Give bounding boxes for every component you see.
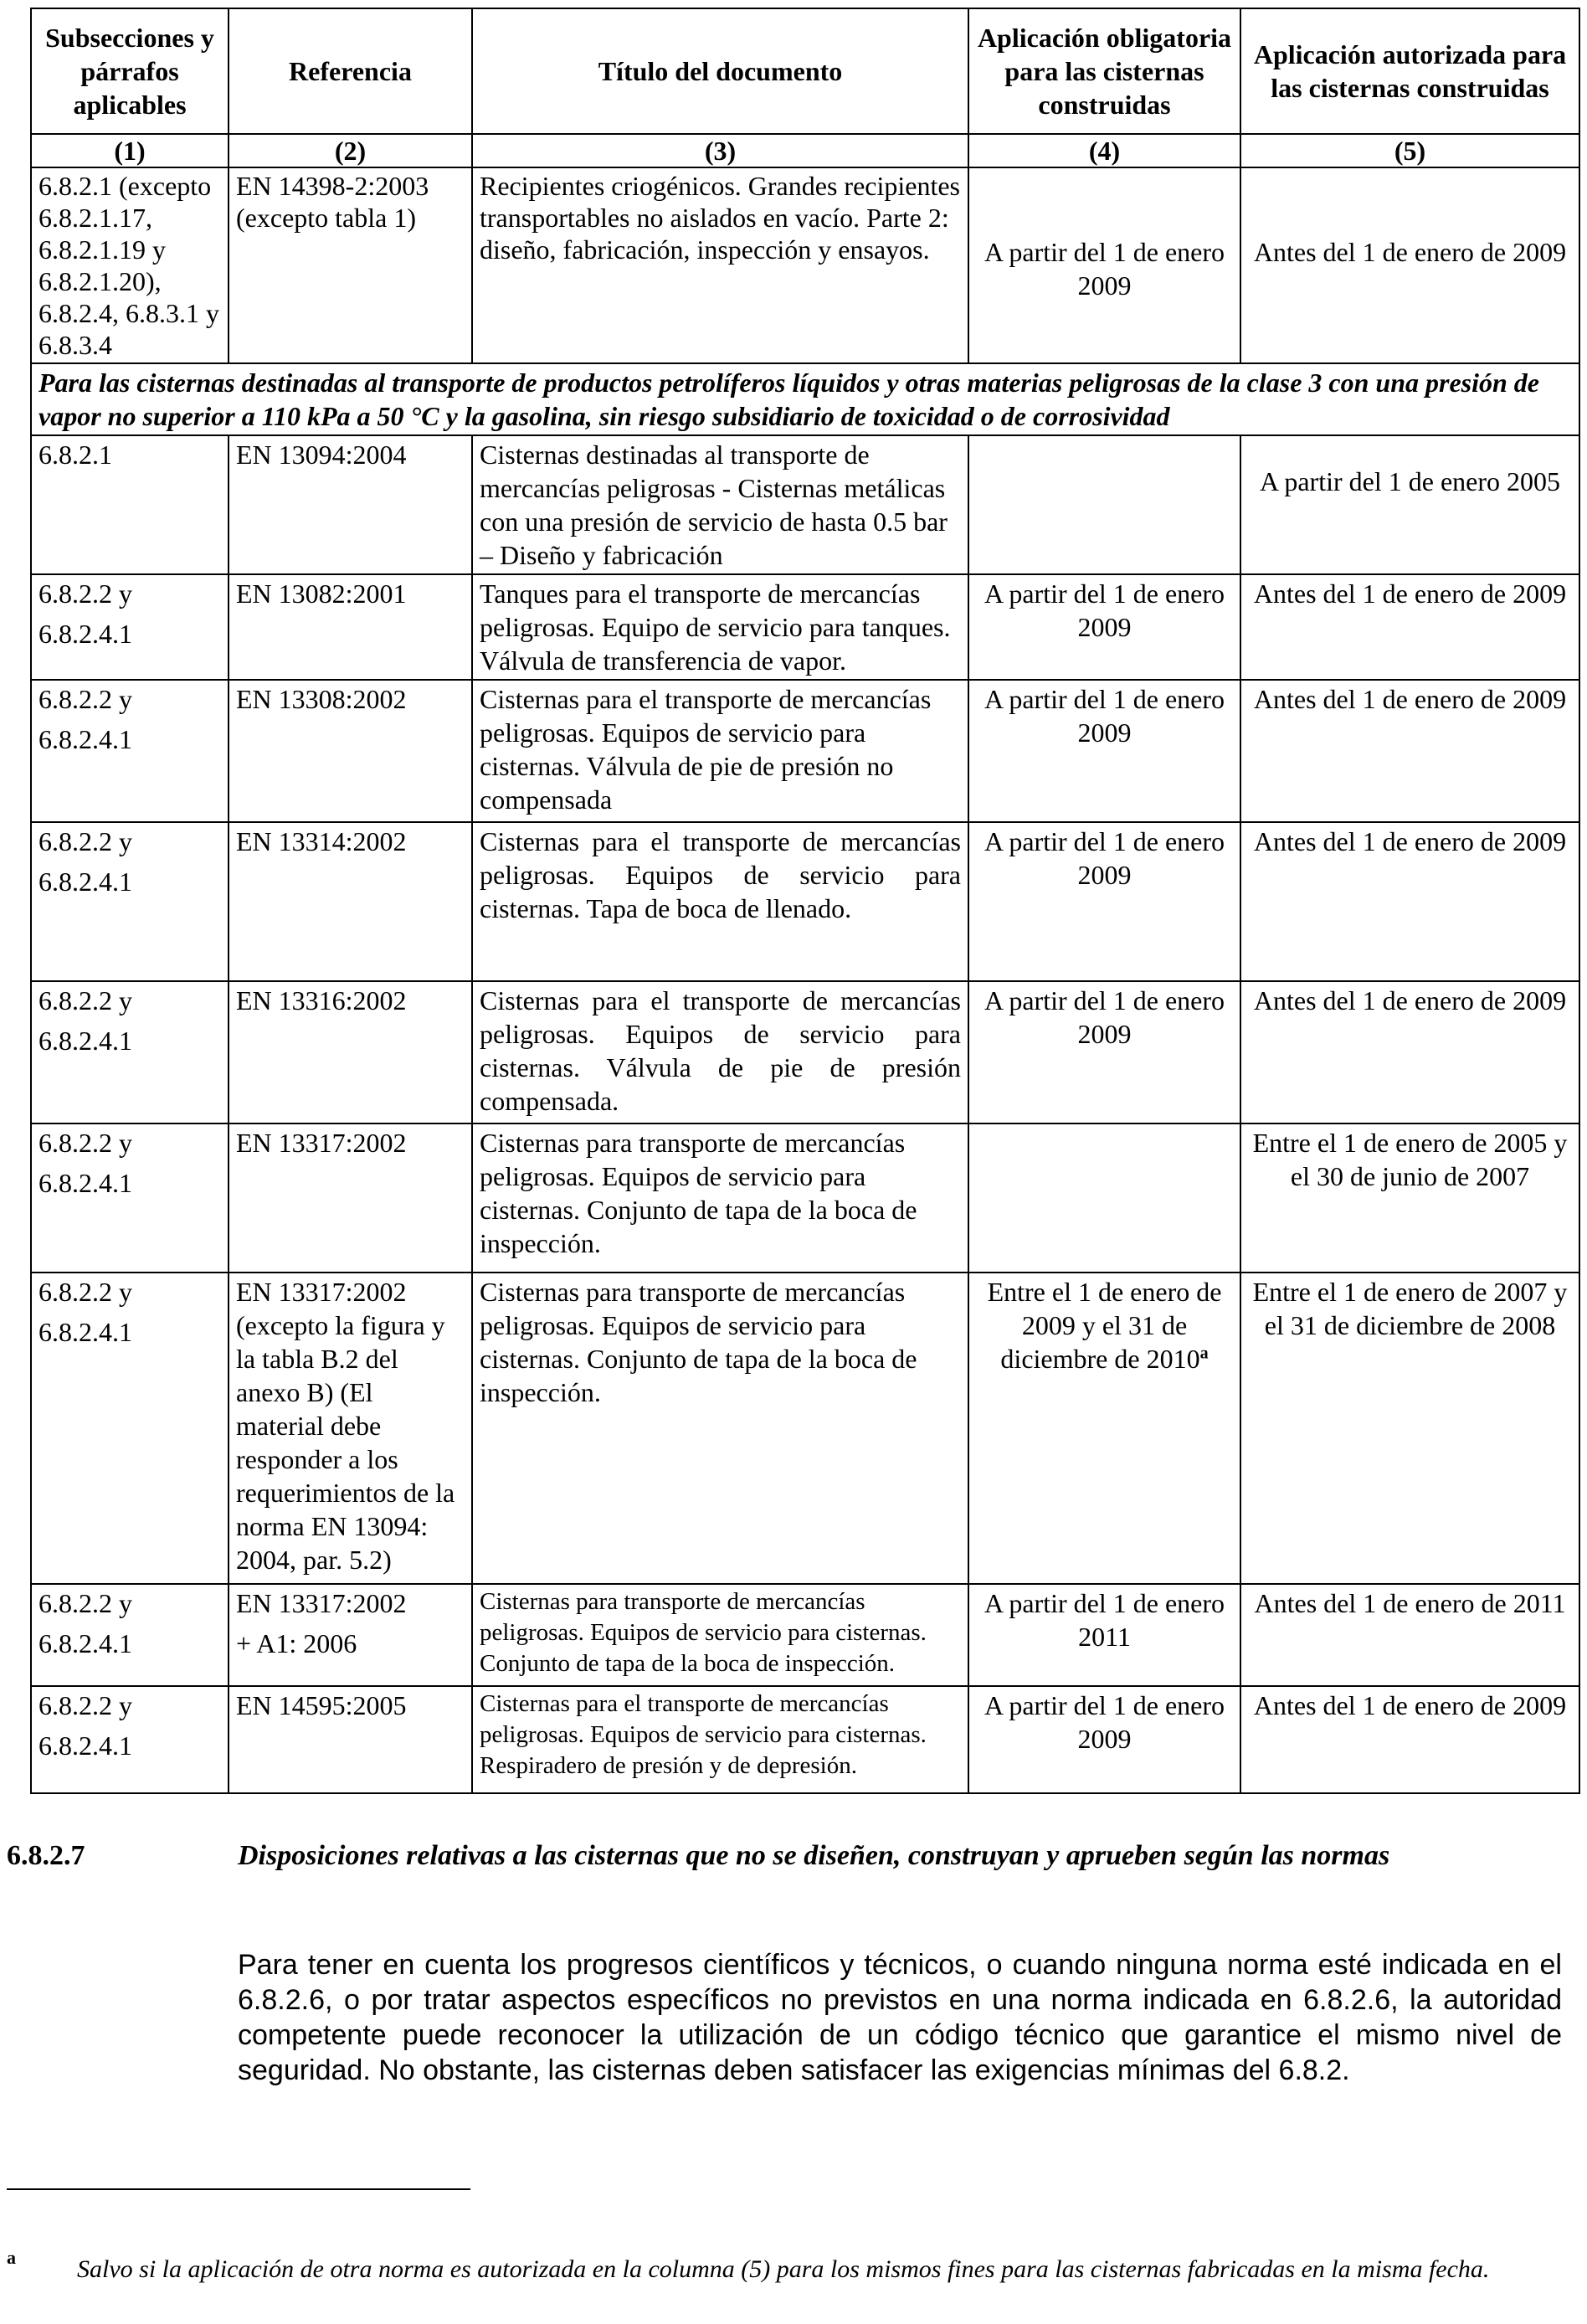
table-row [31,822,1579,981]
mandatory-date: A partir del 1 de enero 2011 [984,1588,1225,1652]
subsection-line: 6.8.2.4.1 [39,1026,132,1056]
cell-reference [229,435,472,574]
table-row [31,435,1579,574]
cell-document-title: Cisternas para el transporte de mercancías peligrosas. Equipos de servicio para cisternas. Tapa de boca de llenado. [472,822,968,981]
cell-document-title: Recipientes criogénicos. Grandes recipientes transportables no aislados en vacío. Parte 2: diseño, fabricación, inspección y ensayos. [472,167,968,363]
cell-document-title: Cisternas para el transporte de mercancías peligrosas. Equipos de servicio para cisternas. Respiradero de presión y de depresión. [472,1686,968,1793]
cell-reference: EN 14398-2:2003 (excepto tabla 1) [229,167,472,363]
reference-line: + A1: 2006 [236,1628,357,1658]
cell-document-title: Cisternas destinadas al transporte de mercancías peligrosas - Cisternas metálicas con una presión de servicio de hasta 0.5 bar – Diseño y fabricación [472,435,968,574]
column-number: (5) [1240,134,1579,167]
table-row [31,574,1579,680]
cell-document-title: Tanques para el transporte de mercancías peligrosas. Equipo de servicio para tanques. Válvula de transferencia de vapor. [472,574,968,680]
cell-subsections [31,1273,229,1584]
cell-document-title: Cisternas para transporte de mercancías peligrosas. Equipos de servicio para cisternas. Conjunto de tapa de la boca de inspección. [472,1273,968,1584]
subsection-line: 6.8.2.2 y [39,826,132,856]
cell-subsections [31,822,229,981]
section-heading: Disposiciones relativas a las cisternas que no se diseñen, construyan y aprueben según las normas [238,1840,1390,1871]
section-paragraph: Para tener en cuenta los progresos científicos y técnicos, o cuando ninguna norma esté indicada en el 6.8.2.6, o por tratar aspectos específicos no previstos en una norma indicada en 6.8.2.6, la autoridad competente puede reconocer la utilización de un código técnico que garantice el mismo nivel de seguridad. No obstante, las cisternas deben satisfacer las exigencias mínimas del 6.8.2. [238,1949,1562,2086]
cell-reference [229,1273,472,1584]
reference-line: EN 13082:2001 [236,578,407,609]
cell-mandatory [968,1273,1240,1584]
cell-authorized: Antes del 1 de enero de 2011 [1240,1584,1579,1686]
cell-document-title: Cisternas para el transporte de mercancías peligrosas. Equipos de servicio para cisternas. Válvula de pie de presión compensada. [472,981,968,1123]
cell-mandatory [968,1123,1240,1273]
mandatory-date: A partir del 1 de enero 2009 [984,985,1225,1049]
section-number: 6.8.2.7 [7,1840,85,1871]
cell-subsections [31,1686,229,1793]
cell-authorized: Entre el 1 de enero de 2005 y el 30 de junio de 2007 [1240,1123,1579,1273]
column-number: (1) [31,134,229,167]
subsection-line: 6.8.2.2 y [39,1690,132,1720]
standards-table [30,8,1580,1794]
mandatory-date: A partir del 1 de enero 2009 [984,684,1225,748]
reference-line: EN 13094:2004 [236,440,407,470]
subsection-line: 6.8.2.4.1 [39,619,132,649]
cell-document-title: Cisternas para transporte de mercancías peligrosas. Equipos de servicio para cisternas. Conjunto de tapa de la boca de inspección. [472,1584,968,1686]
table-header-row [31,8,1579,134]
cell-mandatory: A partir del 1 de enero 2009 [968,167,1240,363]
reference-line: EN 14595:2005 [236,1690,407,1720]
cell-subsections: 6.8.2.1 (excepto 6.8.2.1.17, 6.8.2.1.19 y 6.8.2.1.20), 6.8.2.4, 6.8.3.1 y 6.8.3.4 [31,167,229,363]
mandatory-date: A partir del 1 de enero 2009 [984,826,1225,890]
subsection-line: 6.8.2.1 [39,440,112,470]
cell-subsections [31,435,229,574]
subsection-line: 6.8.2.4.1 [39,1628,132,1658]
cell-authorized: Antes del 1 de enero de 2009 [1240,680,1579,822]
cell-reference [229,1686,472,1793]
cell-mandatory [968,822,1240,981]
subsection-line: 6.8.2.2 y [39,1277,132,1307]
cell-mandatory [968,981,1240,1123]
cell-authorized: Antes del 1 de enero de 2009 [1240,1686,1579,1793]
reference-line: EN 13314:2002 [236,826,407,856]
reference-line: EN 13317:2002 (excepto la figura y la tabla B.2 del anexo B) (El material debe responder a los requerimientos de la norma EN 13094: 2004, par. 5.2) [236,1277,455,1575]
reference-line: EN 13316:2002 [236,985,407,1015]
cell-reference [229,1123,472,1273]
footnote-text: Salvo si la aplicación de otra norma es autorizada en la columna (5) para los mismos fines para las cisternas fabricadas en la misma fecha. [77,2255,1490,2283]
subsection-line: 6.8.2.4.1 [39,1168,132,1198]
cell-subsections [31,981,229,1123]
subsection-line: 6.8.2.2 y [39,684,132,714]
reference-line: EN 13317:2002 [236,1588,407,1618]
table-row [31,1686,1579,1793]
footnote-reference: a [1199,1344,1209,1363]
column-number-row [31,134,1579,167]
cell-mandatory [968,435,1240,574]
group-heading-row [31,363,1579,435]
table-row [31,1123,1579,1273]
cell-document-title: Cisternas para transporte de mercancías peligrosas. Equipos de servicio para cisternas. Conjunto de tapa de la boca de inspección. [472,1123,968,1273]
subsection-line: 6.8.2.2 y [39,578,132,609]
cell-reference [229,574,472,680]
cell-authorized: Antes del 1 de enero de 2009 [1240,981,1579,1123]
cell-reference [229,1584,472,1686]
reference-line: EN 13308:2002 [236,684,407,714]
cell-mandatory [968,680,1240,822]
cell-authorized: A partir del 1 de enero 2005 [1240,435,1579,574]
cell-reference [229,822,472,981]
cell-mandatory [968,574,1240,680]
header-mandatory-application: Aplicación obligatoria para las cisternas construidas [968,8,1240,134]
cell-mandatory [968,1584,1240,1686]
subsection-line: 6.8.2.2 y [39,1588,132,1618]
cell-subsections [31,1584,229,1686]
mandatory-date: A partir del 1 de enero 2009 [984,578,1225,642]
subsection-line: 6.8.2.2 y [39,985,132,1015]
footnote-separator [7,2188,470,2190]
table-row [31,680,1579,822]
cell-reference [229,981,472,1123]
footnote [7,2247,1564,2285]
subsection-line: 6.8.2.4.1 [39,1730,132,1761]
subsection-line: 6.8.2.4.1 [39,724,132,754]
subsection-line: 6.8.2.4.1 [39,1317,132,1347]
mandatory-date: Entre el 1 de enero de 2009 y el 31 de diciembre de 2010 [987,1277,1222,1374]
mandatory-date: A partir del 1 de enero 2009 [984,1690,1225,1754]
cell-authorized: Antes del 1 de enero de 2009 [1240,167,1579,363]
cell-subsections [31,680,229,822]
cell-authorized: Antes del 1 de enero de 2009 [1240,574,1579,680]
cell-subsections [31,1123,229,1273]
cell-authorized: Antes del 1 de enero de 2009 [1240,822,1579,981]
header-authorized-application: Aplicación autorizada para las cisternas construidas [1240,8,1579,134]
table-row [31,167,1579,363]
reference-line: EN 13317:2002 [236,1128,407,1158]
cell-subsections [31,574,229,680]
table-row [31,981,1579,1123]
subsection-line: 6.8.2.4.1 [39,866,132,897]
cell-reference [229,680,472,822]
subsection-line: 6.8.2.2 y [39,1128,132,1158]
cell-document-title: Cisternas para el transporte de mercancías peligrosas. Equipos de servicio para cisternas. Válvula de pie de presión no compensada [472,680,968,822]
group-heading: Para las cisternas destinadas al transporte de productos petrolíferos líquidos y otras materias peligrosas de la clase 3 con una presión de vapor no superior a 110 kPa a 50 °C y la gasolina, sin riesgo subsidiario de toxicidad o de corrosividad [31,363,1579,435]
table-row [31,1273,1579,1584]
column-number: (3) [472,134,968,167]
header-subsections: Subsecciones y párrafos aplicables [31,8,229,134]
footnote-mark: a [7,2247,16,2268]
cell-mandatory [968,1686,1240,1793]
column-number: (2) [229,134,472,167]
header-reference: Referencia [229,8,472,134]
column-number: (4) [968,134,1240,167]
header-document-title: Título del documento [472,8,968,134]
table-row [31,1584,1579,1686]
cell-authorized: Entre el 1 de enero de 2007 y el 31 de diciembre de 2008 [1240,1273,1579,1584]
